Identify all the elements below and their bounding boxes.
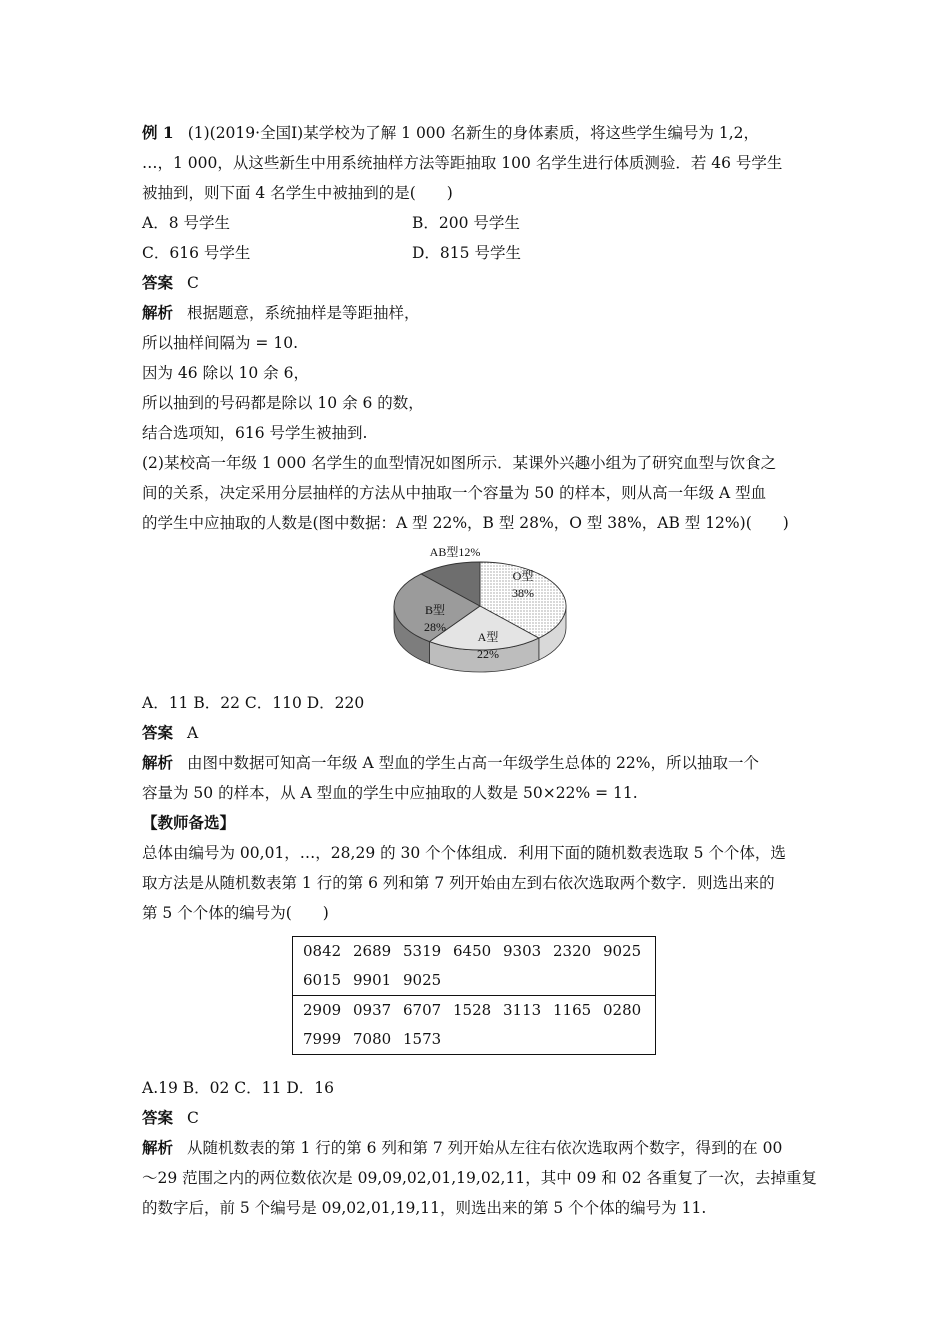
analysis-1-line-3: 因为 46 除以 10 余 6， <box>142 364 309 382</box>
random-number-table <box>292 936 656 1055</box>
option-c: C．616 号学生 <box>142 244 251 262</box>
teacher-question-line-2: 取方法是从随机数表第 1 行的第 6 列和第 7 列开始由左到右依次选取两个数字．则选出来的 <box>142 874 775 892</box>
teacher-question-line-1: 总体由编号为 00,01，…，28,29 的 30 个个体组成．利用下面的随机数表选取 5 个个体，选 <box>142 844 786 862</box>
question-1-options-row-1 <box>142 208 812 238</box>
option-d: D．815 号学生 <box>412 244 521 262</box>
pie-label-A型: A型 <box>477 630 499 644</box>
analysis-1-line-5: 结合选项知，616 号学生被抽到. <box>142 424 368 442</box>
option-b: B．200 号学生 <box>412 214 520 232</box>
pie-label-O型: O型 <box>512 569 534 583</box>
pie-label-AB型: AB型12% <box>429 545 481 559</box>
question-2-line-1: (2)某校高一年级 1 000 名学生的血型情况如图所示．某课外兴趣小组为了研究血型与饮食之 <box>142 454 777 472</box>
teacher-analysis-line-1: 解析 从随机数表的第 1 行的第 6 列和第 7 列开始从左往右依次选取两个数字，得到的在 00 <box>142 1138 783 1157</box>
table-row: 0842 2689 5319 6450 9303 2320 9025 <box>303 942 642 960</box>
blood-type-pie-chart <box>385 544 575 674</box>
question-1-line-1: 例 1 (1)(2019·全国Ⅰ)某学校为了解 1 000 名新生的身体素质，将这些学生编号为 1,2， <box>142 123 760 142</box>
example-label: 例 1 <box>142 123 174 142</box>
document-page <box>142 118 817 1223</box>
pie-value-B型: 28% <box>424 620 446 634</box>
question-1-line-2: …，1 000，从这些新生中用系统抽样方法等距抽取 100 名学生进行体质测验．若 46 号学生 <box>142 154 783 172</box>
table-row: 7999 7080 1573 <box>303 1030 442 1048</box>
table-row: 2909 0937 6707 1528 3113 1165 0280 <box>293 996 656 1026</box>
analysis-2-line-1: 解析 由图中数据可知高一年级 A 型血的学生占高一年级学生总体的 22%，所以抽取一个 <box>142 753 759 772</box>
question-1-line-3: 被抽到，则下面 4 名学生中被抽到的是( ) <box>142 184 453 202</box>
pie-value-A型: 22% <box>477 647 499 661</box>
teacher-answer: 答案 C <box>142 1108 199 1127</box>
option-a: A．8 号学生 <box>142 214 230 232</box>
answer-1: 答案 C <box>142 273 199 292</box>
answer-2: 答案 A <box>142 723 199 742</box>
analysis-1-line-1: 解析 根据题意，系统抽样是等距抽样， <box>142 303 420 322</box>
analysis-2-line-2: 容量为 50 的样本，从 A 型血的学生中应抽取的人数是 50×22% = 11. <box>142 784 638 802</box>
question-2-line-3: 的学生中应抽取的人数是(图中数据：A 型 22%，B 型 28%，O 型 38%，AB 型 12%)( ) <box>142 514 789 532</box>
question-1-options-row-2 <box>142 238 812 268</box>
teacher-section-heading: 【教师备选】 <box>142 813 236 832</box>
teacher-analysis-line-2: ～29 范围之内的两位数依次是 09,09,02,01,19,02,11，其中 09 和 02 各重复了一次，去掉重复 <box>142 1169 817 1187</box>
table-row: 6015 9901 9025 <box>303 971 442 989</box>
analysis-1-line-4: 所以抽到的号码都是除以 10 余 6 的数， <box>142 394 424 412</box>
teacher-analysis-line-3: 的数字后，前 5 个编号是 09,02,01,19,11，则选出来的第 5 个个体的编号为 11. <box>142 1199 707 1217</box>
pie-label-B型: B型 <box>424 603 446 617</box>
pie-value-O型: 38% <box>512 586 534 600</box>
question-2-line-2: 间的关系，决定采用分层抽样的方法从中抽取一个容量为 50 的样本，则从高一年级 A 型血 <box>142 484 767 502</box>
teacher-question-line-3: 第 5 个个体的编号为( ) <box>142 904 329 922</box>
question-2-options: A．11 B．22 C．110 D．220 <box>142 694 365 712</box>
analysis-1-line-2: 所以抽样间隔为 = 10. <box>142 334 298 352</box>
teacher-options: A.19 B．02 C．11 D．16 <box>142 1079 334 1097</box>
blood-type-pie-figure <box>142 544 812 680</box>
